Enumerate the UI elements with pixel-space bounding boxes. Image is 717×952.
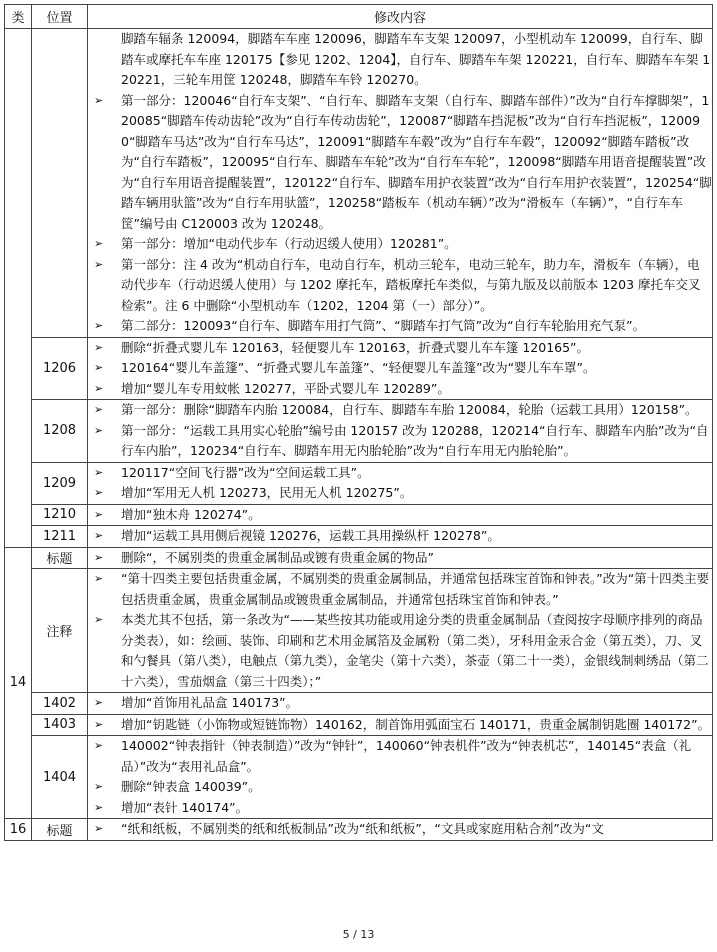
position-cell: 1210 [32,504,88,526]
change-item-text: 增加“独木舟 120274”。 [121,506,261,522]
content-cell [88,504,713,526]
change-item-text: “第十四类主要包括贵重金属，不属别类的贵重金属制品，并通常包括珠宝首饰和钟表。”改为“第十四类主要包括贵重金属，贵重金属制品或镀贵重金属制品，并通常包括珠宝首饰和钟表。” [121,571,710,607]
change-item [88,358,712,379]
arrow-bullet-icon: ➢ [94,465,104,479]
arrow-bullet-icon: ➢ [94,572,104,585]
arrow-bullet-icon: ➢ [94,361,104,374]
change-item-text: 第一部分：120046“自行车支架”、“自行车、脚踏车支架（自行车、脚踏车部件）”改为“自行车撑脚架”，120085“脚踏车传动齿轮”改为“自行车传动齿轮”，120087“脚踏车挡泥板”改为“自行车挡泥板”，120090“脚踏车马达”改为“自行车马达”，120091“脚踏车车毂”改为“自行车车毂”，120092“脚踏车踏板”改为“自行车踏板”，120095“自行车、脚踏车车轮”改为“自行车车轮”，120098“脚踏车用语音提醒装置”改为“自行车用语音提醒装置”，120122“自行车、脚踏车用护衣装置”改为“自行车用护衣装置”，120254“脚踏车辆用驮篮”改为“自行车用驮篮”，120258“踏板车（机动车辆）”改为“滑板车（车辆）”，“自行车车筐”编号由 C120003 改为 120248。 [121,92,712,231]
change-item [88,548,712,569]
change-item [88,316,712,337]
change-item-text: 120117“空间飞行器”改为“空间运载工具”。 [121,464,370,480]
change-item [88,29,712,91]
position-cell: 1402 [32,693,88,715]
change-item [88,400,712,421]
change-item-text: 120164“婴儿车盖篷”、“折叠式婴儿车盖篷”、“轻便婴儿车盖篷”改为“婴儿车车罩”。 [121,360,596,375]
position-cell: 1206 [32,337,88,400]
arrow-bullet-icon: ➢ [94,381,104,395]
change-item-text: 删除“钟表盒 140039”。 [121,779,261,794]
arrow-bullet-icon: ➢ [94,717,104,731]
change-item [88,736,712,777]
position-cell: 1404 [32,736,88,819]
table-header-row [5,5,713,29]
content-cell [88,462,713,504]
position-cell: 1209 [32,462,88,504]
content-cell [88,337,713,400]
arrow-bullet-icon: ➢ [94,550,104,564]
change-item [88,715,712,736]
change-item-text: 删除“折叠式婴儿车 120163，轻便婴儿车 120163，折叠式婴儿车车篷 120165”。 [121,339,590,355]
change-item-text: 增加“钥匙链（小饰物或短链饰物）140162，制首饰用弧面宝石 140171，贵重金属制钥匙圈 140172”。 [121,716,711,732]
change-item [88,693,712,714]
class-cell: 16 [5,819,32,841]
arrow-bullet-icon: ➢ [94,257,104,271]
header-content: 修改内容 [88,5,713,29]
change-item [88,91,712,235]
position-cell: 标题 [32,547,88,569]
change-item-text: 本类尤其不包括，第一条改为“——某些按其功能或用途分类的贵重金属制品（查阅按字母顺序排列的商品分类表），如：绘画、装饰、印刷和艺术用金属箔及金属粉（第二类），牙科用金汞合金（第五类），刀、叉和勺餐具（第八类），电触点（第九类），金笔尖（第十六类），茶壶（第二十一类），金银线制刺绣品（第二十六类），雪茄烟盒（第三十四类）；” [121,612,709,689]
content-cell [88,693,713,715]
table-row [5,569,713,693]
change-item-text: 第一部分：注 4 改为“机动自行车，电动自行车，机动三轮车，电动三轮车，助力车，滑板车（车辆），电动代步车（行动迟缓人使用）与 1202 摩托车，踏板摩托车类似，与第九版及以前版本 1203 摩托车交叉检索”。注 6 中删除“小型机动车（1202，1204 第（一）部分）”。 [121,256,701,313]
arrow-bullet-icon: ➢ [94,613,104,626]
arrow-bullet-icon: ➢ [94,507,104,521]
change-item [88,463,712,484]
change-item-text: 删除“，不属别类的贵重金属制品或镀有贵重金属的物品” [121,549,434,565]
content-cell [88,400,713,463]
content-cell [88,547,713,569]
class-cell: 14 [5,547,32,819]
table-row [5,693,713,715]
content-cell [88,526,713,548]
table-row [5,462,713,504]
table-body [5,29,713,841]
arrow-bullet-icon: ➢ [94,529,104,542]
change-item [88,610,712,692]
change-item [88,338,712,359]
header-position: 位置 [32,5,88,29]
content-cell [88,736,713,819]
change-item [88,234,712,255]
change-item-text: “纸和纸板，不属别类的纸和纸板制品”改为“纸和纸板”，“文具或家庭用粘合剂”改为“文 [121,821,604,836]
content-cell [88,29,713,338]
change-item-text: 第一部分：“运载工具用实心轮胎”编号由 120157 改为 120288，120214“自行车、脚踏车内胎”改为“自行车内胎”，120234“自行车、脚踏车用无内胎轮胎”改为“自行车用无内胎轮胎”。 [121,422,709,458]
table-row [5,504,713,526]
change-item [88,505,712,526]
position-cell [32,29,88,338]
change-item [88,798,712,819]
change-item [88,379,712,400]
change-item [88,526,712,547]
arrow-bullet-icon: ➢ [94,800,104,814]
change-item-text: 第一部分：删除“脚踏车内胎 120084，自行车、脚踏车车胎 120084，轮胎（运载工具用）120158”。 [121,402,698,417]
table-row [5,819,713,841]
change-item-text: 增加“婴儿车专用蚊帐 120277，平卧式婴儿车 120289”。 [121,380,450,396]
content-cell [88,569,713,693]
change-item [88,819,712,840]
arrow-bullet-icon: ➢ [94,319,104,332]
arrow-bullet-icon: ➢ [94,423,104,437]
header-class: 类 [5,5,32,29]
change-item-text: 第二部分：120093“自行车、脚踏车用打气筒”、“脚踏车打气筒”改为“自行车轮胎用充气泵”。 [121,318,646,333]
arrow-bullet-icon: ➢ [94,93,104,107]
class-cell [5,29,32,548]
arrow-bullet-icon: ➢ [94,696,104,709]
table-row [5,337,713,400]
position-cell: 注释 [32,569,88,693]
table-row [5,29,713,338]
table-row [5,400,713,463]
arrow-bullet-icon: ➢ [94,403,104,416]
arrow-bullet-icon: ➢ [94,739,104,752]
arrow-bullet-icon: ➢ [94,237,104,250]
position-cell: 标题 [32,819,88,841]
arrow-bullet-icon: ➢ [94,340,104,354]
arrow-bullet-icon: ➢ [94,486,104,499]
change-item-text: 脚踏车辐条 120094，脚踏车车座 120096，脚踏车车支架 120097，小型机动车 120099，自行车、脚踏车或摩托车车座 120175【参见 1202、1204】，自行车、脚踏车车架 120221，自行车、脚踏车车架 120221，三轮车用筐 120248，脚踏车车铃 120270。 [121,31,711,87]
content-cell [88,819,713,841]
change-item-text: 增加“军用无人机 120273，民用无人机 120275”。 [121,485,413,500]
table-row [5,736,713,819]
table-row [5,547,713,569]
arrow-bullet-icon: ➢ [94,780,104,793]
change-item-text: 第一部分：增加“电动代步车（行动迟缓人使用）120281”。 [121,236,457,251]
page-number: 5 / 13 [342,928,375,941]
content-cell [88,714,713,736]
revision-table [4,4,713,841]
position-cell: 1403 [32,714,88,736]
change-item [88,421,712,462]
change-item-text: 增加“首饰用礼品盒 140173”。 [121,695,299,710]
change-item-text: 140002“钟表指针（钟表制造）”改为“钟针”，140060“钟表机件”改为“钟表机芯”，140145“表盒（礼品）”改为“表用礼品盒”。 [121,738,692,774]
change-item [88,569,712,610]
table-row [5,526,713,548]
change-item [88,777,712,798]
table-row [5,714,713,736]
position-cell: 1211 [32,526,88,548]
change-item-text: 增加“运载工具用侧后视镜 120276，运载工具用操纵杆 120278”。 [121,528,500,543]
position-cell: 1208 [32,400,88,463]
change-item [88,255,712,317]
arrow-bullet-icon: ➢ [94,822,104,835]
change-item [88,483,712,504]
change-item-text: 增加“表针 140174”。 [121,799,249,815]
